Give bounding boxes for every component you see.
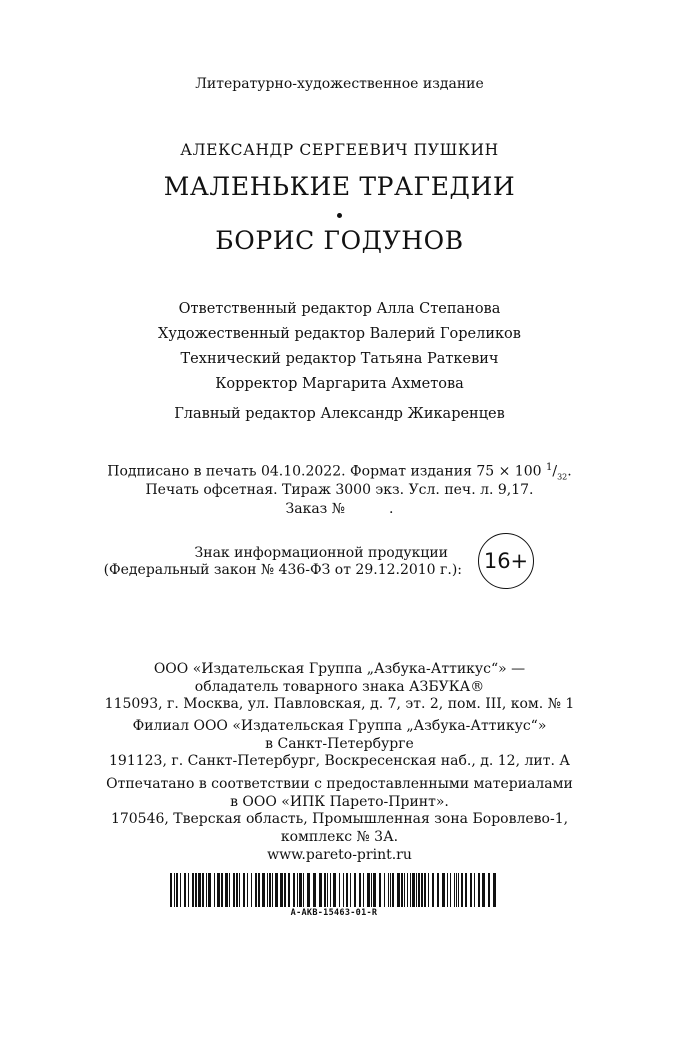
chief-editor: Главный редактор Александр Жикаренцев — [174, 406, 505, 422]
barcode-bar — [412, 873, 415, 907]
barcode-bar — [397, 873, 400, 907]
barcode-bar — [424, 873, 426, 907]
barcode-bar — [280, 873, 283, 907]
format-denominator: 32 — [557, 472, 568, 482]
barcode-bar — [350, 873, 351, 907]
print-info-line: Печать офсетная. Тираж 3000 экз. Усл. печ. л. 9,17. — [145, 482, 534, 498]
barcode-bar — [288, 873, 290, 907]
barcode-bar — [233, 873, 235, 907]
barcode — [170, 873, 498, 907]
barcode-bar — [407, 873, 408, 907]
barcode-bar — [461, 873, 463, 907]
publisher-line: 115093, г. Москва, ул. Павловская, д. 7, эт. 2, пом. III, ком. № 1 — [104, 696, 575, 712]
barcode-bar — [384, 873, 385, 907]
barcode-bar — [195, 873, 197, 907]
barcode-bar — [428, 873, 429, 907]
barcode-bar — [416, 873, 417, 907]
branch-line: 191123, г. Санкт-Петербург, Воскресенская наб., д. 12, лит. А — [109, 753, 570, 769]
order-end: . — [389, 501, 394, 517]
title-separator-dot — [337, 213, 342, 218]
barcode-bar — [474, 873, 475, 907]
barcode-bar — [367, 873, 370, 907]
barcode-bar — [297, 873, 298, 907]
barcode-bar — [184, 873, 186, 907]
barcode-bar — [229, 873, 230, 907]
barcode-bar — [432, 873, 434, 907]
barcode-bar — [454, 873, 455, 907]
barcode-bar — [478, 873, 480, 907]
barcode-bar — [303, 873, 304, 907]
barcode-bar — [456, 873, 457, 907]
staff-line: Корректор Маргарита Ахметова — [215, 376, 464, 392]
barcode-bar — [371, 873, 372, 907]
barcode-bar — [236, 873, 238, 907]
branch-line: в Санкт-Петербурге — [265, 736, 414, 752]
barcode-bar — [262, 873, 265, 907]
barcode-bar — [208, 873, 211, 907]
printer-line: в ООО «ИПК Парето-Принт». — [230, 794, 449, 810]
barcode-bar — [251, 873, 252, 907]
printer-line: 170546, Тверская область, Промышленная зона Боровлево-1, — [110, 811, 569, 827]
barcode-bar — [225, 873, 228, 907]
barcode-bar — [192, 873, 194, 907]
barcode-bar — [465, 873, 467, 907]
barcode-bar — [327, 873, 328, 907]
barcode-bar — [313, 873, 316, 907]
barcode-bar — [359, 873, 361, 907]
barcode-bar — [299, 873, 302, 907]
barcode-bar — [269, 873, 271, 907]
barcode-bar — [410, 873, 411, 907]
barcode-bar — [390, 873, 391, 907]
barcode-bar — [437, 873, 439, 907]
book-title-2: БОРИС ГОДУНОВ — [215, 226, 464, 255]
print-signed-text: Подписано в печать 04.10.2022. Формат издания 75 × 100 — [107, 463, 542, 480]
age-rating-law: (Федеральный закон № 436-ФЗ от 29.12.2010 г.): — [103, 562, 462, 578]
barcode-bar — [373, 873, 376, 907]
staff-line: Ответственный редактор Алла Степанова — [178, 301, 501, 317]
format-end: . — [567, 463, 572, 480]
barcode-bar — [239, 873, 240, 907]
barcode-bar — [333, 873, 336, 907]
barcode-bar — [404, 873, 405, 907]
barcode-bar — [379, 873, 381, 907]
barcode-bar — [354, 873, 356, 907]
barcode-bar — [442, 873, 445, 907]
barcode-bar — [217, 873, 220, 907]
barcode-bar — [319, 873, 322, 907]
print-signed-line: Подписано в печать 04.10.2022. Формат издания 75 × 100 $^1/_{32}$. — [107, 462, 572, 482]
barcode-bar — [293, 873, 295, 907]
barcode-bar — [324, 873, 326, 907]
barcode-bar — [388, 873, 389, 907]
barcode-bar — [176, 873, 178, 907]
barcode-bar — [267, 873, 268, 907]
barcode-bar — [450, 873, 451, 907]
barcode-bar — [488, 873, 490, 907]
barcode-bar — [482, 873, 485, 907]
barcode-bar — [255, 873, 257, 907]
edition-type: Литературно-художественное издание — [195, 76, 484, 92]
barcode-bar — [275, 873, 278, 907]
barcode-bar — [284, 873, 286, 907]
printer-line: Отпечатано в соответствии с предоставленными материалами — [106, 776, 573, 792]
barcode-bar — [258, 873, 260, 907]
order-line — [0, 501, 679, 517]
barcode-bar — [346, 873, 348, 907]
barcode-bar — [202, 873, 204, 907]
barcode-bar — [206, 873, 207, 907]
book-title-1: МАЛЕНЬКИЕ ТРАГЕДИИ — [163, 172, 516, 201]
publisher-line: обладатель товарного знака АЗБУКА® — [194, 679, 485, 695]
barcode-bar — [221, 873, 223, 907]
barcode-bar — [339, 873, 340, 907]
barcode-bar — [363, 873, 364, 907]
barcode-bar — [247, 873, 248, 907]
printer-line: комплекс № 3А. — [280, 829, 399, 845]
barcode-bar — [243, 873, 245, 907]
branch-line: Филиал ООО «Издательская Группа „Азбука-Аттикус“» — [132, 718, 547, 734]
barcode-bar — [188, 873, 189, 907]
format-numerator: 1 — [545, 462, 553, 473]
barcode-bar — [307, 873, 310, 907]
age-rating-label: Знак информационной продукции — [194, 545, 448, 561]
barcode-bar — [447, 873, 448, 907]
order-label: Заказ № — [285, 501, 346, 517]
barcode-bar — [392, 873, 394, 907]
staff-line: Художественный редактор Валерий Гореликов — [158, 326, 521, 342]
barcode-bar — [180, 873, 181, 907]
barcode-bar — [214, 873, 215, 907]
staff-line: Технический редактор Татьяна Раткевич — [180, 351, 499, 367]
barcode-bar — [198, 873, 201, 907]
barcode-bar — [493, 873, 496, 907]
barcode-bar — [170, 873, 172, 907]
age-rating-badge: 16+ — [478, 533, 534, 589]
barcode-bar — [401, 873, 403, 907]
publisher-line: ООО «Издательская Группа „Азбука-Аттикус“» — — [153, 661, 526, 677]
barcode-bar — [418, 873, 420, 907]
author-name: АЛЕКСАНДР СЕРГЕЕВИЧ ПУШКИН — [180, 141, 499, 159]
barcode-bar — [330, 873, 331, 907]
printer-website: www.pareto-print.ru — [267, 847, 412, 863]
barcode-bar — [272, 873, 273, 907]
barcode-bar — [458, 873, 459, 907]
barcode-bar — [421, 873, 423, 907]
barcode-bar — [470, 873, 472, 907]
barcode-bar — [174, 873, 175, 907]
barcode-bar — [343, 873, 344, 907]
barcode-label: A-AKB-15463-01-R — [290, 908, 378, 918]
